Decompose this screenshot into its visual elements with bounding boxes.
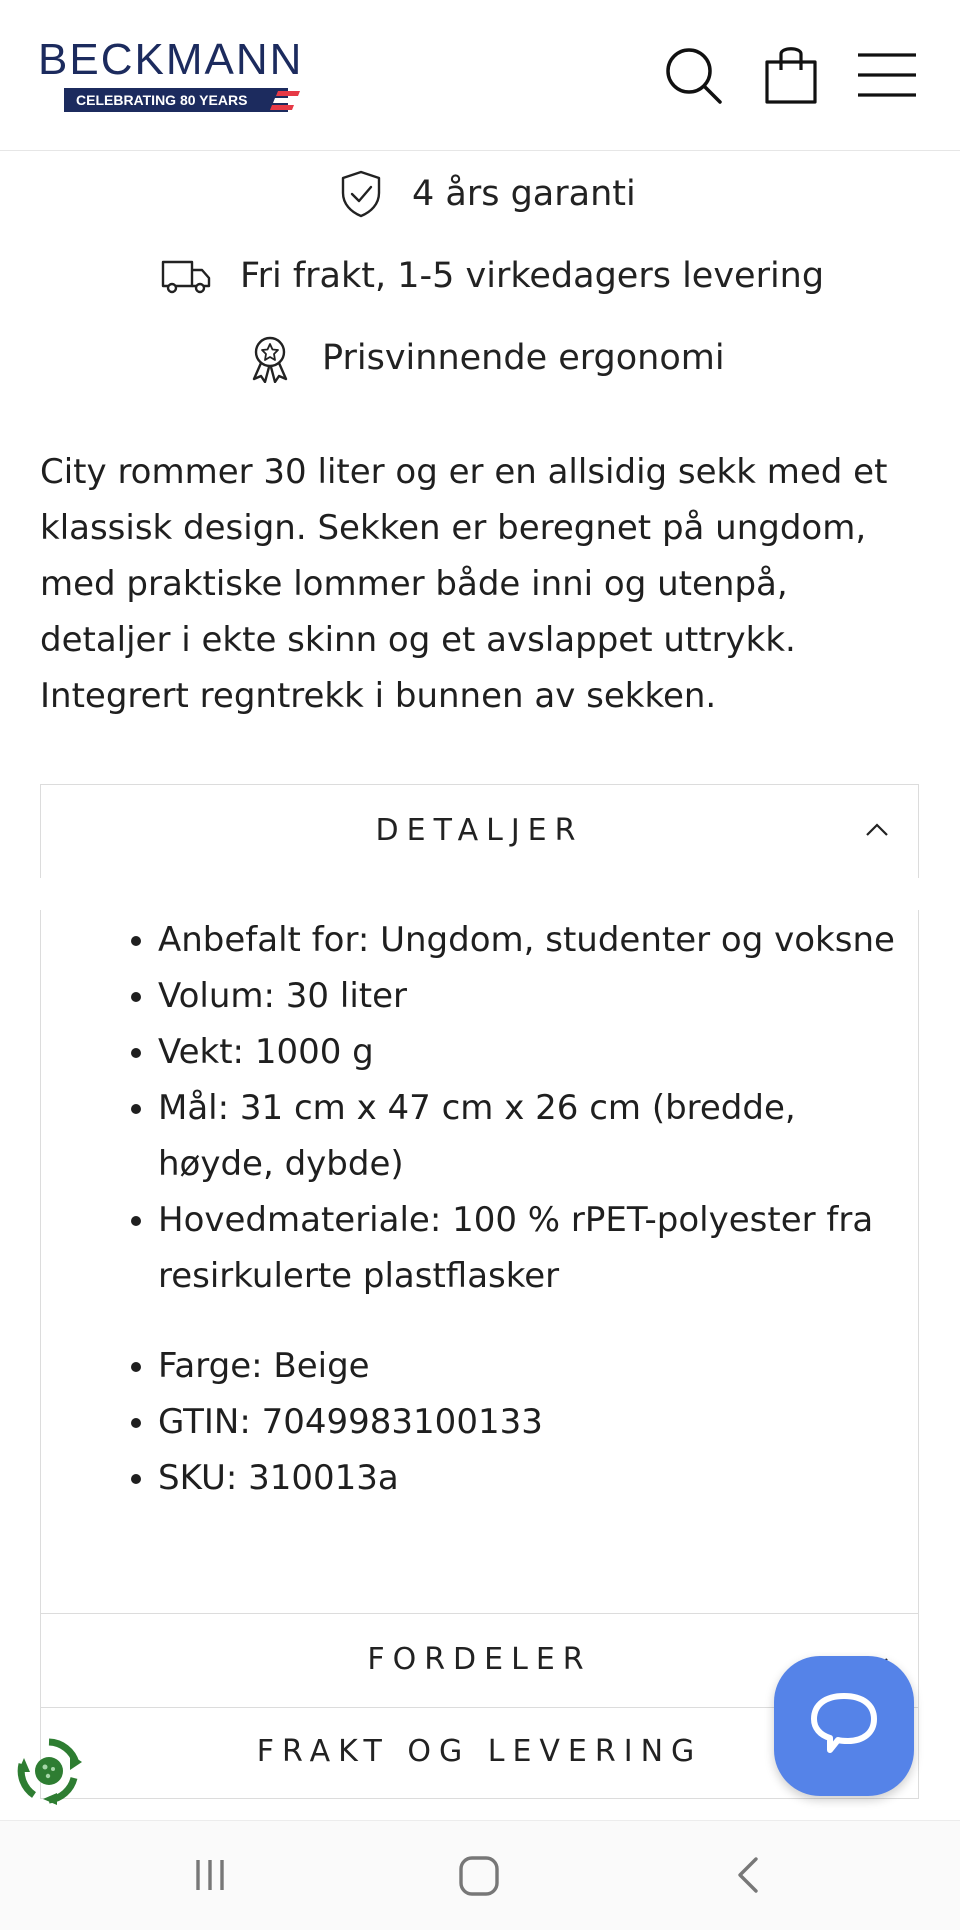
details-item-weight: • Vekt: 1000 g: [158, 1024, 900, 1080]
back-icon[interactable]: [732, 1855, 764, 1895]
perk-label: 4 års garanti: [412, 174, 636, 214]
flag-stripes-icon: [270, 88, 300, 112]
award-ribbon-icon: [246, 333, 294, 383]
perk-ergonomics: [246, 328, 725, 388]
details-item-gtin: • GTIN: 7049983100133: [158, 1394, 900, 1450]
accordion-shipping-title: FRAKT OG LEVERING: [256, 1734, 703, 1769]
description-line: City rommer 30 liter og er en allsidig sekk med et: [40, 452, 888, 492]
chat-button[interactable]: [774, 1656, 914, 1796]
chat-bubble-icon: [808, 1690, 880, 1760]
logo-tagline: CELEBRATING 80 YEARS: [64, 88, 288, 112]
search-icon[interactable]: [658, 40, 728, 110]
perk-label: Fri frakt, 1-5 virkedagers levering: [240, 256, 825, 296]
truck-icon: [160, 256, 212, 296]
perk-warranty: [338, 164, 636, 224]
home-icon[interactable]: [457, 1854, 501, 1898]
accordion-details-title: DETALJER: [375, 813, 584, 848]
description-line: detaljer i ekte skinn og et avslappet uttrykk.: [40, 620, 796, 660]
accordion-details-header[interactable]: [40, 784, 919, 878]
details-item-recommended: • Anbefalt for: Ungdom, studenter og voksne: [158, 912, 900, 968]
details-item-volume: • Volum: 30 liter: [158, 968, 900, 1024]
description-line: Integrert regntrekk i bunnen av sekken.: [40, 676, 717, 716]
description-line: klassisk design. Sekken er beregnet på ungdom,: [40, 508, 867, 548]
perk-label: Prisvinnende ergonomi: [322, 338, 725, 378]
details-item-color: • Farge: Beige: [158, 1338, 900, 1394]
product-description: [40, 444, 920, 724]
site-header: [0, 0, 960, 151]
chevron-up-icon[interactable]: [865, 821, 889, 837]
system-navigation-bar: [0, 1820, 960, 1930]
shield-check-icon: [338, 169, 384, 219]
description-line: med praktiske lommer både inni og utenpå,: [40, 564, 788, 604]
shopping-bag-icon[interactable]: [756, 40, 826, 110]
details-item-material: • Hovedmateriale: 100 % rPET-polyester fra resirkulerte plastflasker: [158, 1192, 900, 1304]
details-item-dimensions: • Mål: 31 cm x 47 cm x 26 cm (bredde, høyde, dybde): [158, 1080, 900, 1192]
logo-wordmark: BECKMANN: [38, 35, 304, 84]
recycle-badge-icon[interactable]: [14, 1736, 84, 1806]
accordion-benefits-title: FORDELER: [367, 1642, 592, 1677]
details-item-sku: • SKU: 310013a: [158, 1450, 900, 1506]
beckmann-logo[interactable]: [38, 35, 324, 116]
details-list: [80, 912, 900, 1506]
perk-shipping: [160, 246, 824, 306]
recent-apps-icon[interactable]: [190, 1855, 230, 1895]
menu-icon[interactable]: [852, 40, 922, 110]
